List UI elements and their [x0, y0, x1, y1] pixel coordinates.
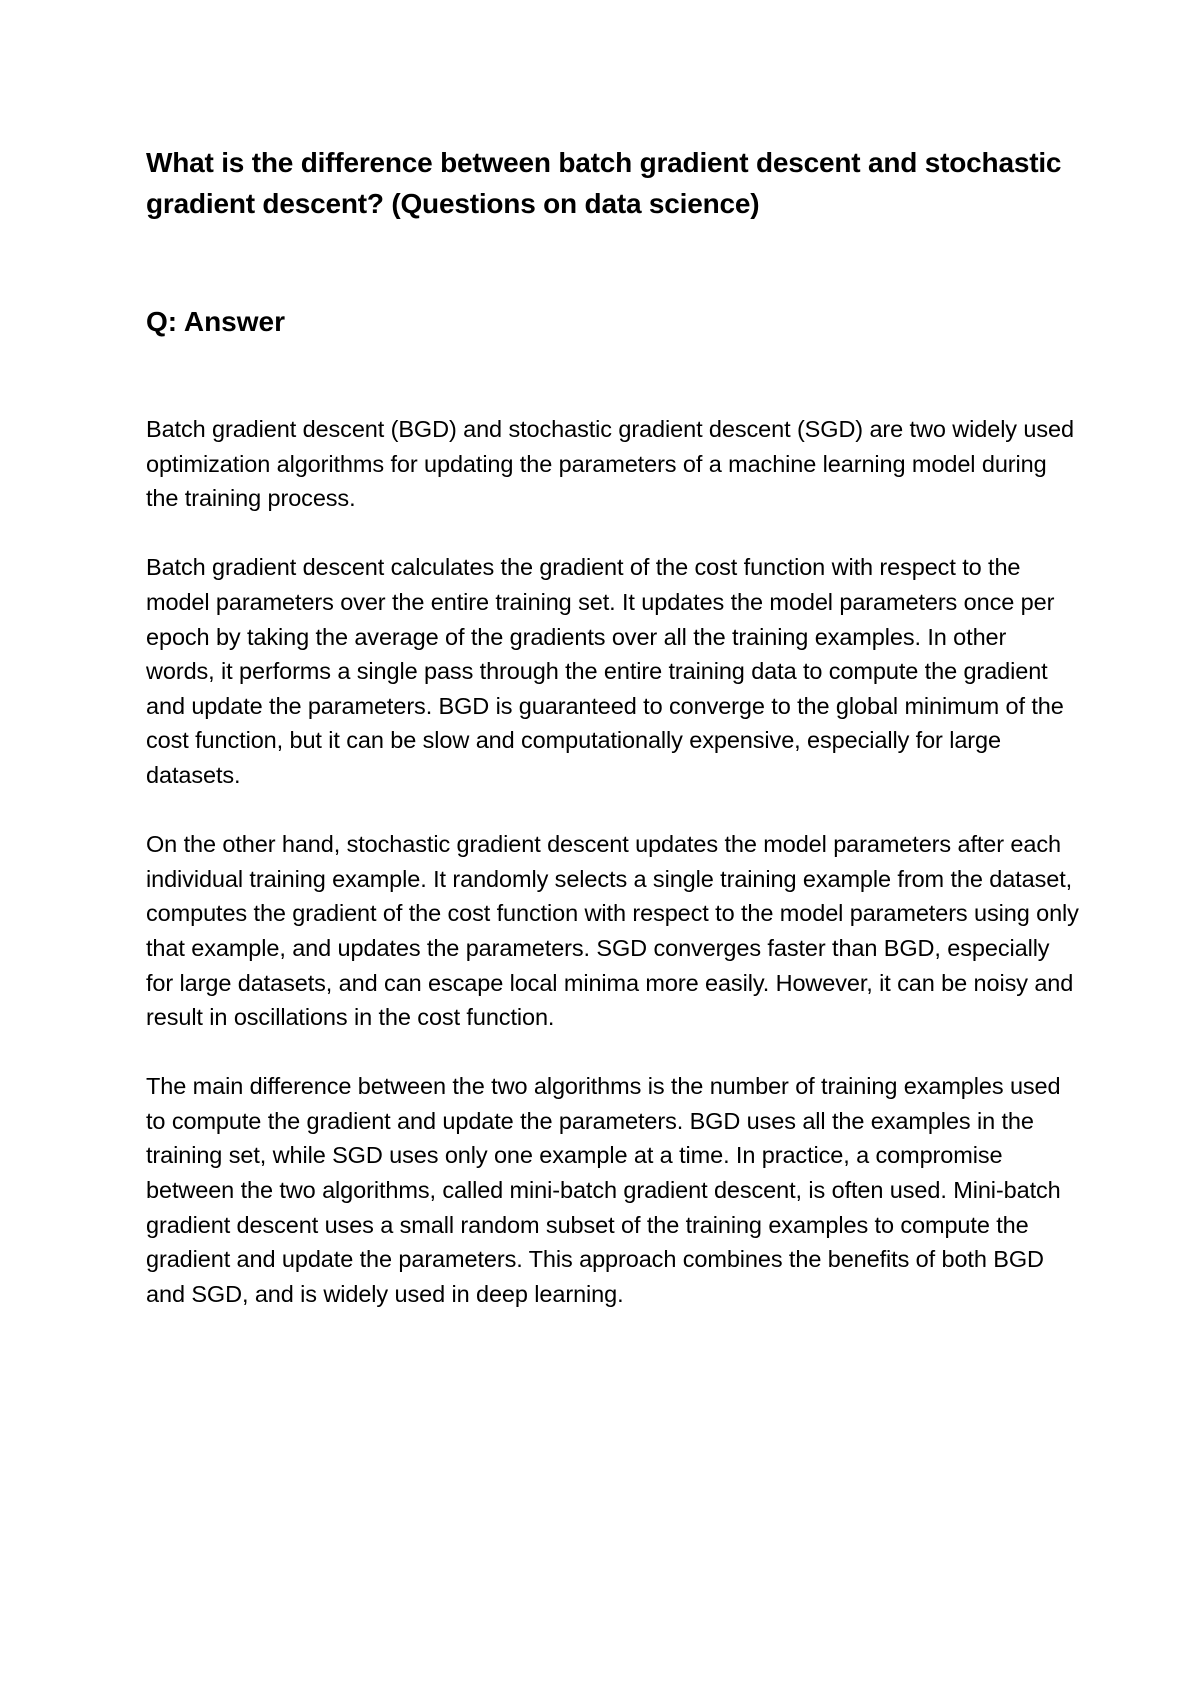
question-label: Q: Answer [146, 306, 285, 337]
answer-paragraph-2: Batch gradient descent calculates the gradient of the cost function with respect to the model parameters over the entire training set. It updates the model parameters once per epoch by taking the average of the gradients over all the training examples. In other words, it performs a single pass through the entire training data to compute the gradient and update the parameters. BGD is guaranteed to converge to the global minimum of the cost function, but it can be slow and computationally expensive, especially for large datasets. [146, 554, 1064, 788]
answer-paragraph-1: Batch gradient descent (BGD) and stochastic gradient descent (SGD) are two widely used optimization algorithms for updating the parameters of a machine learning model during the training process. [146, 416, 1074, 512]
document-title: What is the difference between batch gradient descent and stochastic gradient descent? (Questions on data science) [146, 147, 1062, 219]
document-content [146, 142, 1081, 1307]
answer-paragraph-3: On the other hand, stochastic gradient descent updates the model parameters after each individual training example. It randomly selects a single training example from the dataset, computes the gradient of the cost function with respect to the model parameters using only that example, and updates the parameters. SGD converges faster than BGD, especially for large datasets, and can escape local minima more easily. However, it can be noisy and result in oscillations in the cost function. [146, 831, 1079, 1031]
answer-body [146, 412, 1081, 1346]
answer-paragraph-4: The main difference between the two algorithms is the number of training examples used to compute the gradient and update the parameters. BGD uses all the examples in the training set, while SGD uses only one example at a time. In practice, a compromise between the two algorithms, called mini-batch gradient descent, is often used. Mini-batch gradient descent uses a small random subset of the training examples to compute the gradient and update the parameters. This approach combines the benefits of both BGD and SGD, and is widely used in deep learning. [146, 1073, 1061, 1307]
